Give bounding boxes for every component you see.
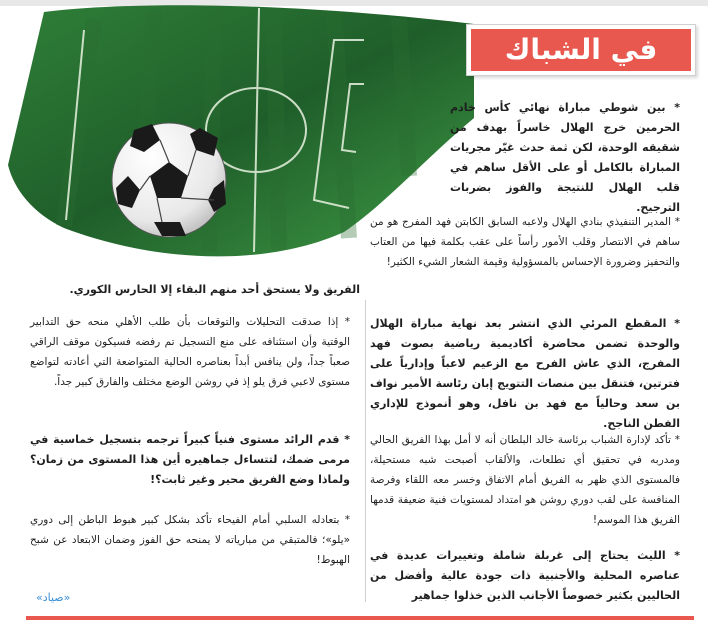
paragraph-2: * المدير التنفيذي بنادي الهلال ولاعبه السابق الكابتن فهد المفرج هو من ساهم في الانتصار وقلب الأمور رأساً على عقب بكلمة فيها من العتاب والتحفيز وضرورة الإحساس بالمسؤولية وقيمة الشعار الشيء الكثير!	[370, 216, 680, 268]
section-title: في الشباك	[471, 29, 691, 71]
paragraph-8: * بتعادله السلبي أمام الفيحاء تأكد بشكل كبير هبوط الباطن إلى دوري «يلو»؛ فالمتبقي من مبارياته لا يمنحه حق الفوز وضمان الابتعاد عن شبح الهبوط!	[30, 514, 350, 566]
paragraph-6: * إذا صدقت التحليلات والتوقعات بأن طلب الأهلي منحه حق التدابير الوقتية وأن استئنافه على منع التسجيل تم رفضه فسيكون موقف الراقي صعباً جداً، ولن ينافس أبداً بعناصره الحالية المتواضعة التي أعادته لتواضع مستوى لاعبي فرق يلو إذ في روشن الوضع مختلف والفارق كبير جداً.	[30, 316, 350, 388]
soccer-ball-icon	[112, 123, 226, 237]
continued-text: الفريق ولا يستحق أحد منهم البقاء إلا الحارس الكوري.	[69, 283, 360, 296]
section-header	[466, 24, 696, 76]
paragraph-5: * الليث يحتاج إلى غربلة شاملة وتغييرات عديدة في عناصره المحلية والأجنبية ذات جودة عالية وأفضل من الحاليين بكثير خصوصاً الأجانب الذين خذلوا جماهير	[370, 549, 680, 602]
author-signature: «صياد»	[36, 591, 71, 604]
paragraph-1: * بين شوطي مباراة نهائي كأس خادم الحرمين خرج الهلال خاسراً بهدف من شقيقه الوحدة، لكن ثمة حدث غيّر مجريات المباراة بالكامل أو على الأقل ساهم في قلب الهلال للنتيجة والفوز بضربات الترجيح.	[450, 101, 680, 214]
paragraph-7: * قدم الرائد مستوى فنياً كبيراً ترجمه بتسجيل خماسية في مرمى ضمك، لتتساءل جماهيره أين هذا المستوى من زمان؟ ولماذا وضع الفريق محير وغير ثابت؟!	[30, 433, 350, 486]
paragraph-3: * المقطع المرئي الذي انتشر بعد نهاية مباراة الهلال والوحدة تضمن محاضرة أكاديمية رياضية بصوت فهد المفرج، الذي عاش الفرح مع الزعيم لاعباً وإدارياً على فترتين، فتنقل بين منصات التتويج إبان رئاسة الأمير نواف بن سعد وحالياً مع فهد بن نافل، وهو أنموذج للإداري الفطن الناجح.	[370, 317, 680, 430]
column-divider	[365, 300, 366, 602]
bottom-accent-bar	[26, 616, 694, 620]
paragraph-4: * تأكد لإدارة الشباب برئاسة خالد البلطان أنه لا أمل بهذا الفريق الحالي ومدربه في تحقيق أي تطلعات، والألقاب أصبحت شبه مستحيلة، فالمستوى الذي ظهر به الفريق أمام الاتفاق وخسر معه اللقاء وفرصة المنافسة على لقب دوري روشن هو امتداد لمستويات فنية ضعيفة قدمها الفريق هذا الموسم!	[370, 434, 680, 526]
